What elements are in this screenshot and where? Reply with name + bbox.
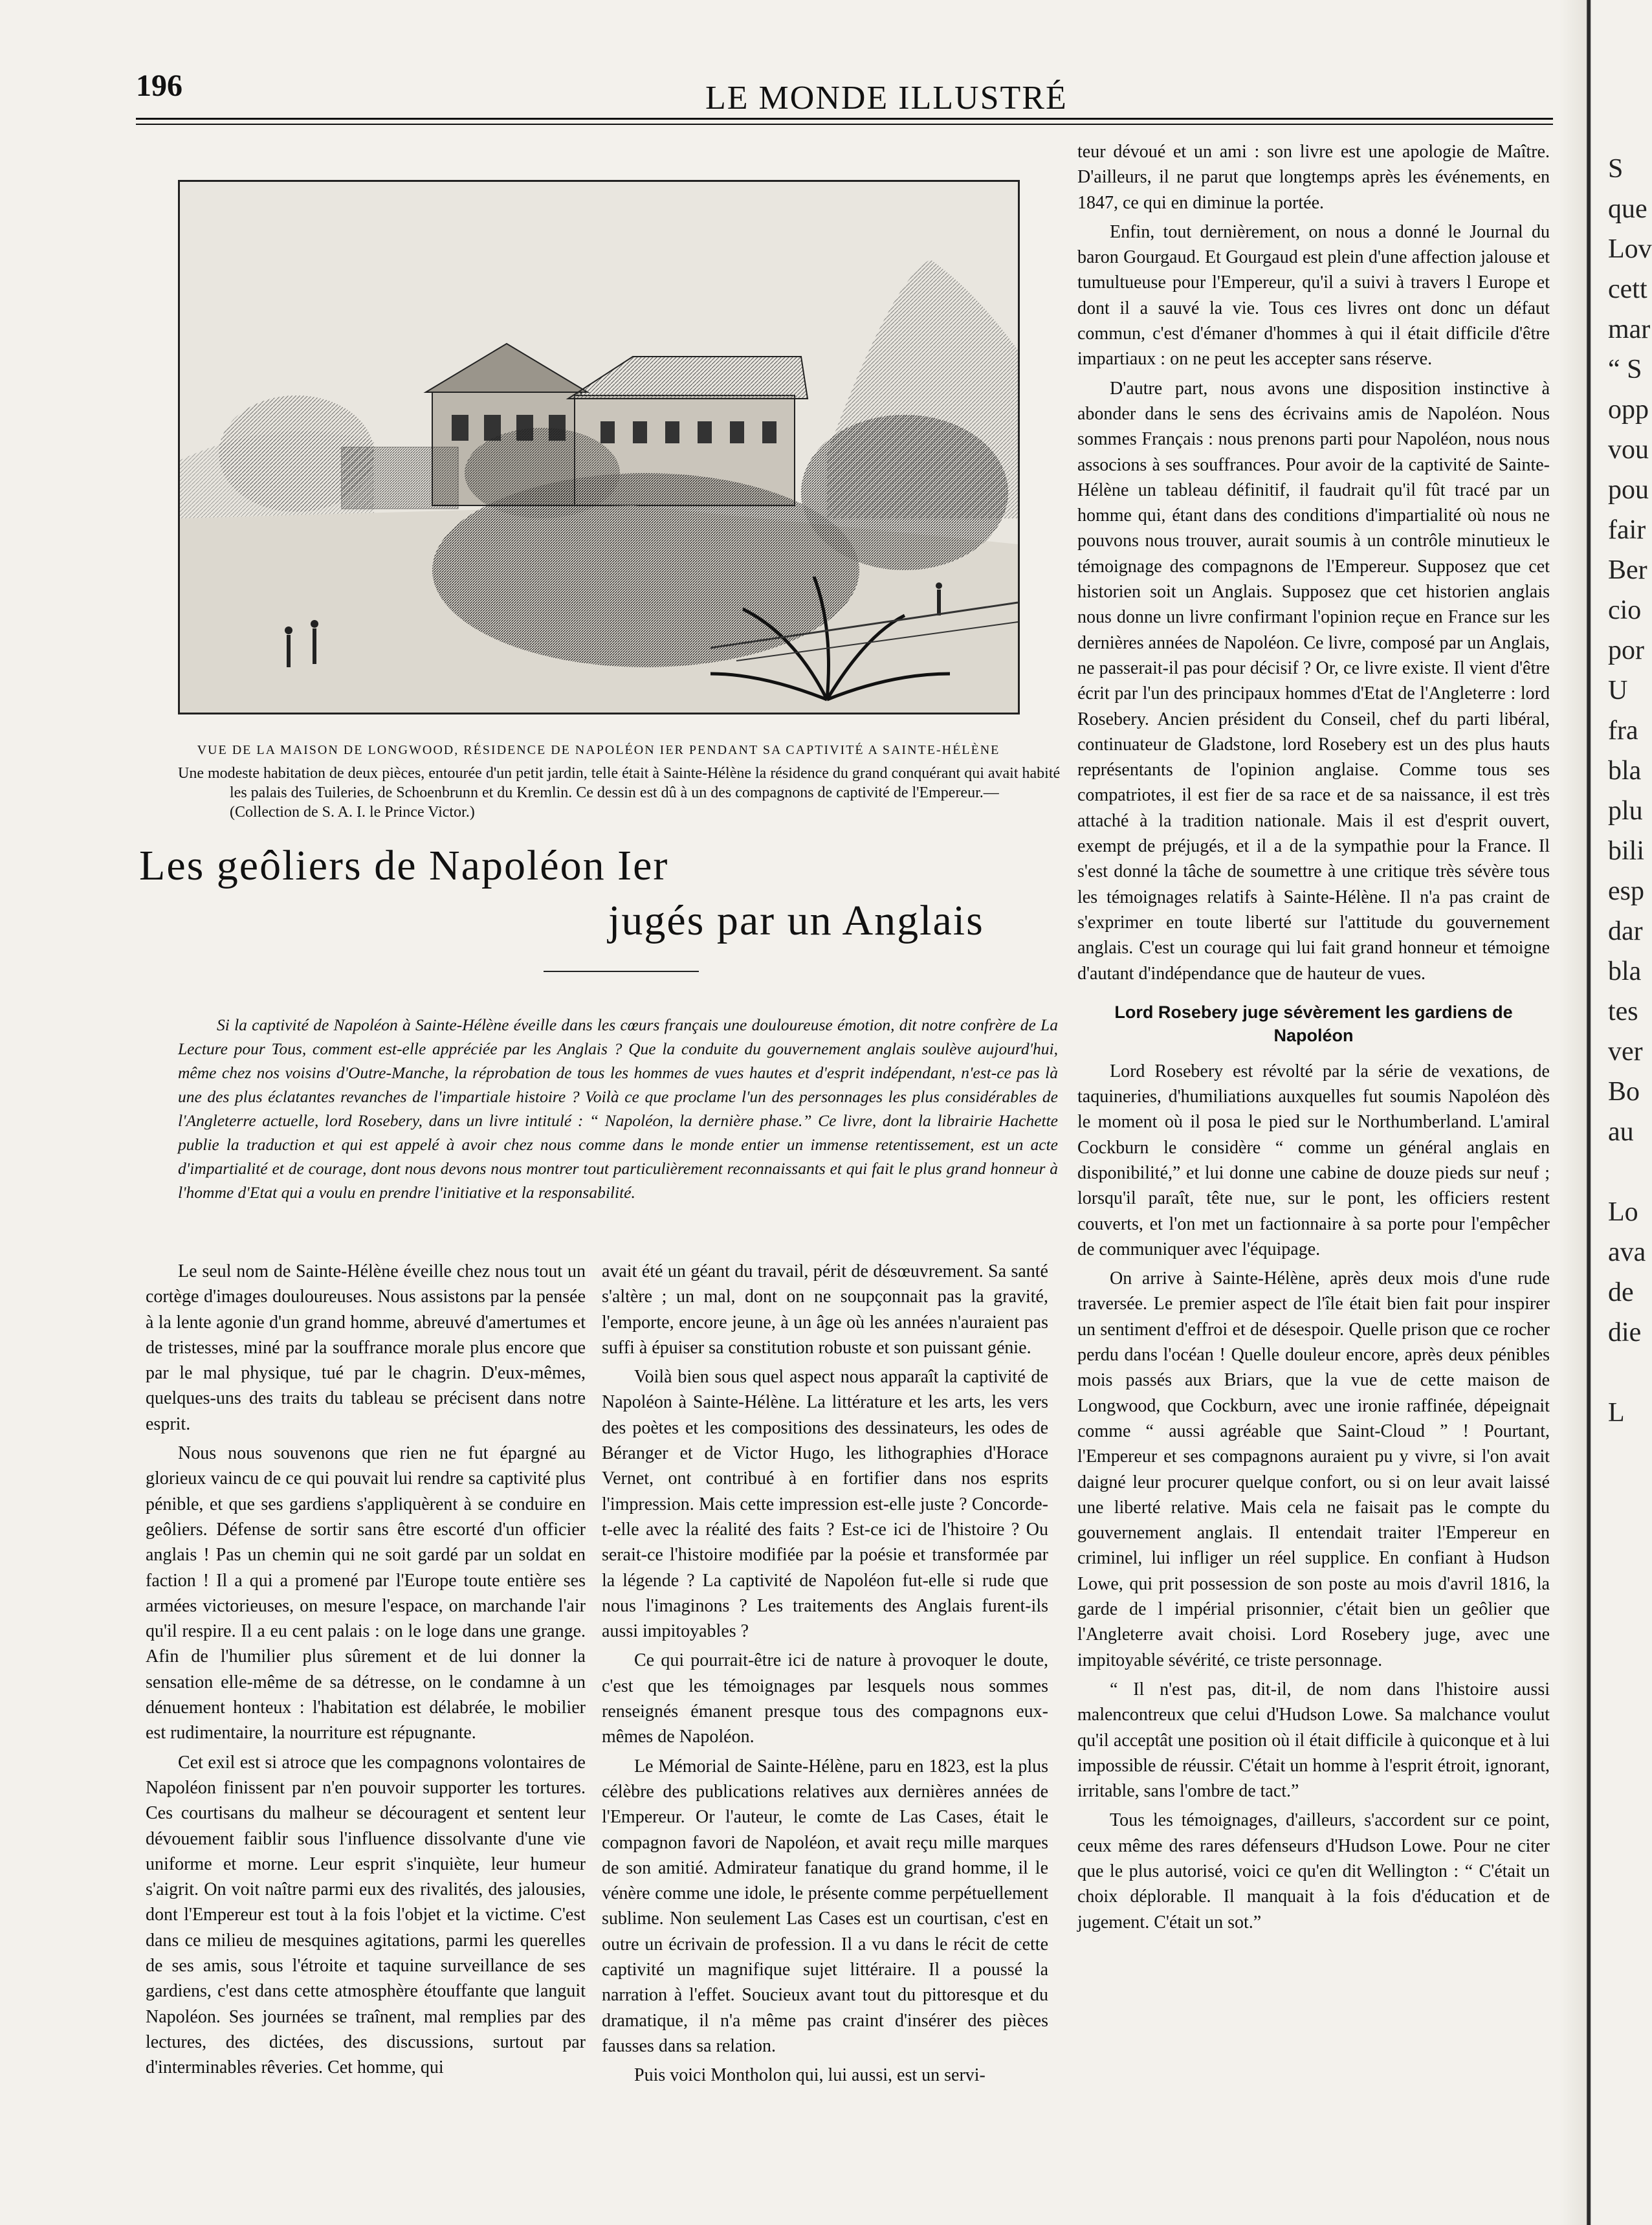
bleed-fragment: mar [1608, 315, 1651, 344]
paragraph: Le Mémorial de Sainte-Hélène, paru en 1823, est la plus célèbre des publications relatives aux dernières années de l'Empereur. Or l'auteur, le comte de Las Cases, était le compagnon favori de Napoléon, et avait reçu mille marques de son amitié. Admirateur fanatique du grand homme, il le vénère comme une idole, le présente comme perpétuellement sublime. Non seulement Las Cases est un courtisan, c'est en outre un écrivain de profession. Il a vu dans le récit de cette captivité un magnifique sujet littéraire. Il a poussé la narration à l'effet. Soucieux avant tout du pittoresque et du dramatique, il n'a même pas craint d'insérer des pièces fausses dans sa relation. [602, 1756, 1048, 2056]
text-column-2 [602, 1259, 1048, 2092]
bleed-fragment: fra [1608, 716, 1638, 746]
bleed-fragment: vou [1608, 435, 1649, 465]
bleed-fragment [1608, 1353, 1636, 1393]
bleed-fragment: de [1608, 1278, 1634, 1307]
bleed-fragment: bili [1608, 836, 1645, 866]
bleed-fragment [1608, 1152, 1636, 1192]
bleed-fragment: pou [1608, 475, 1649, 505]
bleed-fragment: die [1608, 1318, 1642, 1347]
paragraph: Enfin, tout dernièrement, on nous a donné le Journal du baron Gourgaud. Et Gourgaud est plein d'une affection jalouse et tumultueuse pour l'Empereur, qu'il a suivi à travers l Europe et dont il a sauvé la vie. Tous ces livres ont donc un défaut commun, c'est d'émaner d'hommes à qui il était difficile d'être impartiaux : on ne peut les accepter sans réserve. [1077, 221, 1550, 370]
paragraph: Voilà bien sous quel aspect nous apparaît la captivité de Napoléon à Sainte-Hélène. La littérature et les arts, les vers des poètes et les compositions des dessinateurs, les odes de Béranger et de Victor Hugo, les lithographies d'Horace Vernet, ont contribué à en fortifier dans nos esprits l'impression. Mais cette impression est-elle juste ? Concorde-t-elle avec la réalité des faits ? Est-ce ici de l'histoire ? Ou serait-ce l'histoire modifiée par la poésie et transformée par la légende ? La captivité de Napoléon fut-elle si rude que nous l'imaginons ? Les traitements des Anglais furent-ils aussi impitoyables ? [602, 1367, 1048, 1642]
bleed-fragment: “ S [1608, 355, 1642, 384]
bleed-fragment: fair [1608, 515, 1646, 545]
bleed-fragment: ver [1608, 1037, 1643, 1067]
paragraph: “ Il n'est pas, dit-il, de nom dans l'histoire aussi malencontreux que celui d'Hudson Lowe. Sa malchance voulut qu'il acceptât une position où il était difficile à quiconque et à lui impossible de réussir. C'était un homme à l'esprit étroit, ignorant, irritable, sans l'ombre de tact.” [1077, 1679, 1550, 1802]
bleed-fragment: opp [1608, 395, 1649, 425]
headline-ornament-rule [544, 971, 699, 974]
text-column-1 [146, 1259, 586, 2085]
headline-line-2: jugés par un Anglais [608, 897, 984, 944]
bleed-fragment: Bo [1608, 1077, 1640, 1107]
bleed-fragment: Ber [1608, 555, 1647, 585]
bleed-fragment: tes [1608, 997, 1638, 1026]
paragraph: Ce qui pourrait-être ici de nature à provoquer le doute, c'est que les témoignages par lesquels nous sommes renseignés émanent presque tous des compagnons eux-mêmes de Napoléon. [602, 1650, 1048, 1747]
bleed-fragment: S [1608, 154, 1624, 184]
next-page-bleed [1608, 149, 1652, 1433]
bleed-fragment: Lo [1608, 1197, 1638, 1227]
bleed-fragment: Lov [1608, 234, 1652, 264]
bleed-fragment: bla [1608, 957, 1642, 986]
bleed-fragment: plu [1608, 796, 1643, 826]
bleed-fragment: dar [1608, 916, 1643, 946]
paragraph: Le seul nom de Sainte-Hélène éveille chez nous tout un cortège d'images douloureuses. Nous assistons par la pensée à la lente agonie d'un grand homme, abreuvé d'amertumes et de tristesses, miné par la souffrance morale plus encore que par le mal physique, tué par le chagrin. D'eux-mêmes, quelques-uns des traits du tableau se précisent dans notre esprit. [146, 1261, 586, 1434]
illustration-caption: Une modeste habitation de deux pièces, entourée d'un petit jardin, telle était à Sainte-Hélène la résidence du grand conquérant qui avait habité les palais des Tuileries, de Schoenbrunn et du Kremlin. Ce dessin est dû à un des compagnons de captivité de l'Empereur.—(Collection de S. A. I. le Prince Victor.) [178, 765, 1061, 821]
paragraph: Tous les témoignages, d'ailleurs, s'accordent sur ce point, ceux même des rares défenseurs d'Hudson Lowe. Pour ne citer que le plus autorisé, voici ce qu'en dit Wellington : “ C'était un choix déplorable. Il manquait à la fois d'éducation et de jugement. C'était un sot.” [1077, 1810, 1550, 1932]
bleed-fragment: cio [1608, 595, 1642, 625]
longwood-engraving [178, 180, 1020, 714]
bleed-fragment: U [1608, 676, 1628, 705]
paragraph: Puis voici Montholon qui, lui aussi, est un servi- [634, 2065, 986, 2086]
bleed-fragment: ava [1608, 1237, 1646, 1267]
bleed-fragment: bla [1608, 756, 1642, 786]
article-intro: Si la captivité de Napoléon à Sainte-Hélène éveille dans les cœurs français une douloureuse émotion, dit notre confrère de La Lecture pour Tous, comment est-elle appréciée par les Anglais ? Que la conduite du gouvernement anglais soulève aujourd'hui, même chez nos voisins d'Outre-Manche, la réprobation de tous les hommes de vues hautes et d'esprit indépendant, n'est-ce pas là une des plus éclatantes revanches de l'impartiale histoire ? Voilà ce que proclame l'un des personnages les plus considérables de l'Angleterre actuelle, lord Rosebery, dans un livre intitulé : “ Napoléon, la dernière phase.” Ce livre, dont la librairie Hachette publie la traduction et qui est appelé à avoir chez nous comme dans le monde entier un immense retentissement, est un acte d'impartialité et de courage, dont nous devons nous montrer tout particulièrement reconnaissants et qui fait le plus grand honneur à l'homme d'Etat qui a voulu en prendre l'initiative et la responsabilité. [178, 1015, 1058, 1202]
paragraph: Lord Rosebery est révolté par la série de vexations, de taquineries, d'humiliations auxquelles fut soumis Napoléon dès le moment où il posa le pied sur le Northumberland. L'amiral Cockburn le considère “ comme un général anglais en disponibilité,” et lui donne une cabine de douze pieds sur neuf ; lorsqu'il paraît, tête nue, sur le pont, les officiers restent couverts, et l'on met un factionnaire à sa porte pour l'empêcher de communiquer avec l'équipage. [1077, 1061, 1550, 1259]
paragraph: On arrive à Sainte-Hélène, après deux mois d'une rude traversée. Le premier aspect de l'île était bien fait pour inspirer un sentiment d'effroi et de désespoir. Quelle prison que ce rocher perdu dans l'océan ! Quelle douleur encore, après deux pénibles mois passés aux Briars, que la vue de cette maison de Longwood, que Cockburn, avec une ironie raffinée, dépeignait comme “ aussi agréable que Saint-Cloud ” ! Pourtant, l'Empereur et ses compagnons auraient pu y vivre, si l'on avait daigné leur procurer quelque confort, ou si on leur avait laissé une liberté relative. Mais cela ne faisait pas le compte du gouvernement anglais. Il entendait traiter l'Empereur en criminel, lui infliger un réel supplice. En confiant à Hudson Lowe, qui prit possession de son poste au mois d'avril 1816, la garde de l impérial prisonnier, c'était bien un geôlier que l'Angleterre avait choisi. Lord Rosebery juge, avec une impitoyable sévérité, ce triste personnage. [1077, 1268, 1550, 1670]
header-rule [136, 118, 1553, 125]
paragraph: teur dévoué et un ami : son livre est une apologie de Maître. D'ailleurs, il ne parut que longtemps après les événements, en 1847, ce qui en diminue la portée. [1077, 142, 1550, 213]
headline-line-1: Les geôliers de Napoléon Ier [139, 842, 669, 889]
paragraph: avait été un géant du travail, périt de désœuvrement. Sa santé s'altère ; un mal, dont on ne soupçonnait pas la gravité, l'emporte, encore jeune, à un âge où les années n'auraient pas suffi à épuiser sa constitution robuste et son puissant génie. [602, 1261, 1048, 1358]
paragraph: Cet exil est si atroce que les compagnons volontaires de Napoléon finissent par n'en pouvoir supporter les tortures. Ces courtisans du malheur se découragent et sentent leur dévouement faiblir sous l'influence dissolvante d'une vie uniforme et morne. Leur esprit s'inquiète, leur humeur s'aigrit. On voit naître parmi eux des rivalités, des jalousies, dont l'Empereur est tout à la fois l'objet et la victime. C'est dans ce milieu de mesquines agitations, parmi les querelles de ses amis, sous l'étroite et taquine surveillance de ses gardiens, c'est dans cette atmosphère étouffante que languit Napoléon. Ses journées se traînent, mal remplies par des lectures, des dictées, des discussions, surtout par d'interminables rêveries. Cet homme, qui [146, 1752, 586, 2078]
paragraph: Nous nous souvenons que rien ne fut épargné au glorieux vaincu de ce qui pouvait lui rendre sa captivité plus pénible, et que ses gardiens s'appliquèrent à se conduire en geôliers. Défense de sortir sans être escorté d'un officier anglais ! Pas un chemin qui ne soit gardé par un soldat en faction ! Il a qui a promené par l'Europe toute entière ses armées victorieuses, on mesure l'espace, on marchande l'air qu'il respire. Il a eu cent palais : on le loge dans une grange. Afin de l'humilier plus sûrement et de lui donner la sensation elle-même de sa détresse, on le condamne à un dénuement honteux : l'habitation est délabrée, le mobilier est rudimentaire, la nourriture est répugnante. [146, 1443, 586, 1743]
illustration-title: VUE DE LA MAISON DE LONGWOOD, RÉSIDENCE DE NAPOLÉON IER PENDANT SA CAPTIVITÉ A SAINTE-HÉLÈNE [197, 743, 1000, 757]
bleed-fragment: que [1608, 194, 1647, 224]
paragraph: D'autre part, nous avons une disposition instinctive à abonder dans le sens des écrivains amis de Napoléon. Nous sommes Français : nous prenons parti pour Napoléon, nous nous associons à ses souffrances. Pour avoir de la captivité de Sainte-Hélène un tableau définitif, il faudrait qu'il fût tracé par un homme qui, étant dans des conditions d'impartialité où nous ne pouvons nous trouver, aurait soumis à un contrôle minutieux le témoignage des compagnons de l'Empereur. Supposez que cet historien soit un Anglais. Supposez que cet historien anglais nous donne un livre confirmant l'opinion reçue en France sur les dernières années de Napoléon. Ce livre, composé par un Anglais, ne passerait-il pas pour décisif ? Or, ce livre existe. Il vient d'être écrit par l'un des principaux hommes d'Etat de l'Angleterre : lord Rosebery. Ancien président du Conseil, chef du parti libéral, continuateur de Gladstone, lord Rosebery est un des plus hauts représentants de l'opinion anglaise. Comme tous ses compatriotes, il est fier de sa race et de sa naissance, il est très attaché à la tradition nationale. Mais il est d'esprit ouvert, exempt de préjugés, et il a de la sympathie pour la France. Il s'est donné la tâche de soumettre à une critique très sévère tous les témoignages relatifs à Sainte-Hélène. Il n'a pas craint de s'exprimer en toute liberté sur l'attitude du gouvernement anglais. C'est un courage qui lui fait grand honneur et témoigne d'autant d'indépendance que de hauteur de vues. [1077, 378, 1550, 984]
page-number: 196 [136, 69, 182, 103]
bleed-fragment: por [1608, 636, 1644, 665]
bleed-fragment: esp [1608, 876, 1644, 906]
bleed-fragment: cett [1608, 274, 1647, 304]
text-column-3 [1077, 139, 1550, 1939]
running-head: LE MONDE ILLUSTRÉ [705, 80, 1068, 116]
section-subheading: Lord Rosebery juge sévèrement les gardiens de Napoléon [1114, 1002, 1513, 1045]
bleed-fragment: au [1608, 1117, 1634, 1147]
bleed-fragment: L [1608, 1398, 1625, 1428]
engraving-drawing [180, 182, 1018, 713]
